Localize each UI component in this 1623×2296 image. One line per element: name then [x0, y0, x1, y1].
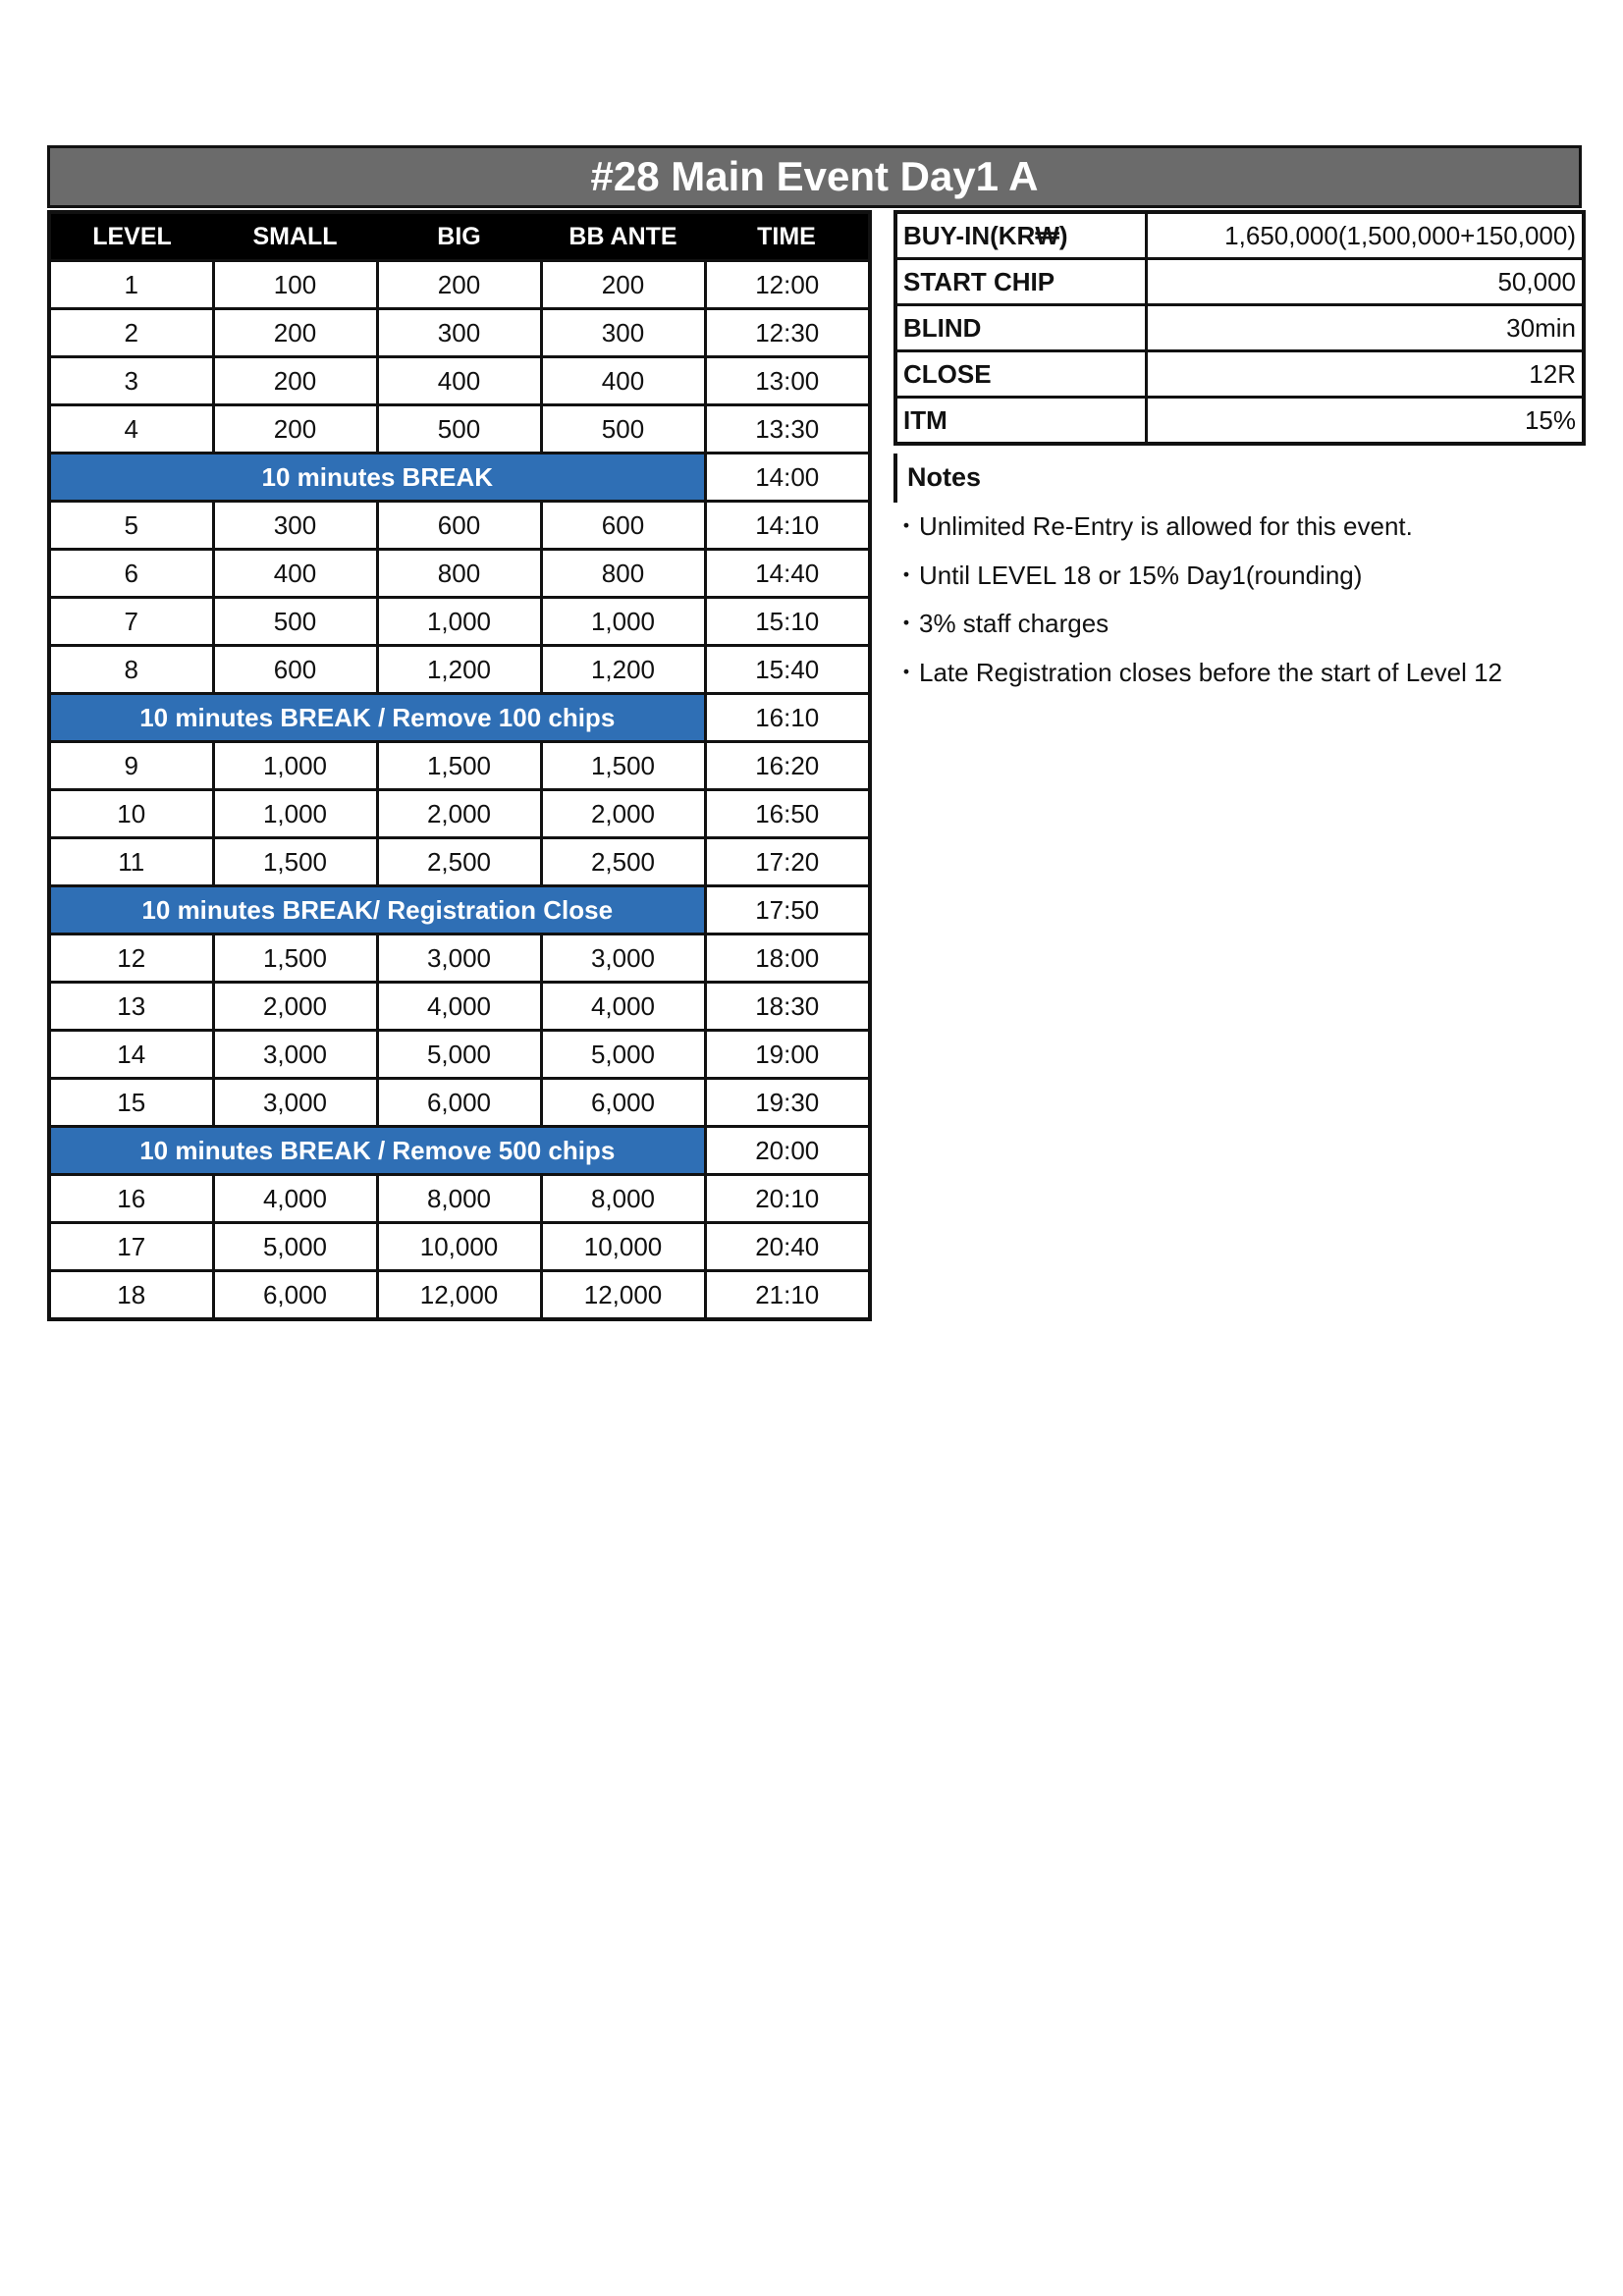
- cell-ante: 12,000: [541, 1271, 705, 1320]
- cell-time: 15:40: [705, 646, 870, 694]
- note-item: ・Unlimited Re-Entry is allowed for this event.: [893, 511, 1413, 541]
- header-small: SMALL: [213, 212, 377, 261]
- cell-level: 11: [49, 838, 213, 886]
- cell-small: 400: [213, 550, 377, 598]
- cell-ante: 1,500: [541, 742, 705, 790]
- cell-big: 4,000: [377, 983, 541, 1031]
- cell-time: 14:10: [705, 502, 870, 550]
- cell-small: 200: [213, 309, 377, 357]
- cell-ante: 6,000: [541, 1079, 705, 1127]
- cell-level: 17: [49, 1223, 213, 1271]
- cell-small: 5,000: [213, 1223, 377, 1271]
- cell-time: 14:00: [705, 454, 870, 502]
- cell-time: 14:40: [705, 550, 870, 598]
- cell-small: 100: [213, 261, 377, 309]
- cell-time: 18:30: [705, 983, 870, 1031]
- cell-time: 16:50: [705, 790, 870, 838]
- cell-small: 3,000: [213, 1031, 377, 1079]
- cell-time: 17:20: [705, 838, 870, 886]
- cell-small: 3,000: [213, 1079, 377, 1127]
- cell-level: 14: [49, 1031, 213, 1079]
- cell-big: 1,200: [377, 646, 541, 694]
- cell-level: 13: [49, 983, 213, 1031]
- cell-big: 1,000: [377, 598, 541, 646]
- cell-small: 1,000: [213, 790, 377, 838]
- cell-level: 5: [49, 502, 213, 550]
- cell-level: 8: [49, 646, 213, 694]
- table-row: [49, 1031, 870, 1079]
- break-row: [49, 454, 870, 502]
- cell-big: 2,500: [377, 838, 541, 886]
- table-row: [49, 357, 870, 405]
- cell-time: 16:10: [705, 694, 870, 742]
- cell-big: 3,000: [377, 934, 541, 983]
- cell-big: 10,000: [377, 1223, 541, 1271]
- cell-ante: 4,000: [541, 983, 705, 1031]
- cell-big: 2,000: [377, 790, 541, 838]
- table-row: [49, 261, 870, 309]
- cell-time: 19:30: [705, 1079, 870, 1127]
- info-row-close: [895, 351, 1584, 398]
- cell-level: 4: [49, 405, 213, 454]
- page-title: #28 Main Event Day1 A: [47, 145, 1582, 208]
- cell-time: 13:00: [705, 357, 870, 405]
- cell-ante: 8,000: [541, 1175, 705, 1223]
- info-row-itm: [895, 398, 1584, 445]
- cell-big: 12,000: [377, 1271, 541, 1320]
- cell-small: 300: [213, 502, 377, 550]
- cell-ante: 5,000: [541, 1031, 705, 1079]
- cell-big: 500: [377, 405, 541, 454]
- cell-time: 17:50: [705, 886, 870, 934]
- cell-level: 10: [49, 790, 213, 838]
- header-big: BIG: [377, 212, 541, 261]
- cell-big: 200: [377, 261, 541, 309]
- header-time: TIME: [705, 212, 870, 261]
- cell-level: 3: [49, 357, 213, 405]
- cell-time: 19:00: [705, 1031, 870, 1079]
- cell-level: 12: [49, 934, 213, 983]
- cell-ante: 3,000: [541, 934, 705, 983]
- cell-ante: 400: [541, 357, 705, 405]
- cell-ante: 1,200: [541, 646, 705, 694]
- cell-level: 16: [49, 1175, 213, 1223]
- info-row-buy-in: [895, 212, 1584, 259]
- header-level: LEVEL: [49, 212, 213, 261]
- cell-small: 500: [213, 598, 377, 646]
- table-row: [49, 405, 870, 454]
- info-key: START CHIP: [895, 259, 1147, 305]
- break-row: [49, 1127, 870, 1175]
- info-row-blind: [895, 305, 1584, 351]
- cell-ante: 800: [541, 550, 705, 598]
- break-label: 10 minutes BREAK: [49, 454, 705, 502]
- event-info-table: [893, 210, 1586, 446]
- cell-big: 600: [377, 502, 541, 550]
- cell-level: 7: [49, 598, 213, 646]
- notes-title: Notes: [907, 462, 982, 492]
- table-row: [49, 742, 870, 790]
- cell-big: 8,000: [377, 1175, 541, 1223]
- cell-level: 18: [49, 1271, 213, 1320]
- cell-level: 15: [49, 1079, 213, 1127]
- info-key: CLOSE: [895, 351, 1147, 398]
- table-row: [49, 309, 870, 357]
- cell-level: 1: [49, 261, 213, 309]
- header-bb-ante: BB ANTE: [541, 212, 705, 261]
- blind-schedule-table: [47, 210, 872, 1321]
- break-label: 10 minutes BREAK / Remove 100 chips: [49, 694, 705, 742]
- cell-time: 13:30: [705, 405, 870, 454]
- info-value: 12R: [1147, 351, 1585, 398]
- table-row: [49, 598, 870, 646]
- cell-ante: 200: [541, 261, 705, 309]
- cell-small: 200: [213, 405, 377, 454]
- break-row: [49, 886, 870, 934]
- break-row: [49, 694, 870, 742]
- note-item: ・3% staff charges: [893, 609, 1109, 639]
- cell-small: 2,000: [213, 983, 377, 1031]
- info-value: 30min: [1147, 305, 1585, 351]
- notes-section: [893, 454, 1586, 503]
- cell-time: 12:30: [705, 309, 870, 357]
- cell-big: 6,000: [377, 1079, 541, 1127]
- cell-small: 1,000: [213, 742, 377, 790]
- cell-time: 18:00: [705, 934, 870, 983]
- cell-level: 9: [49, 742, 213, 790]
- cell-small: 200: [213, 357, 377, 405]
- cell-ante: 500: [541, 405, 705, 454]
- cell-time: 15:10: [705, 598, 870, 646]
- cell-time: 20:00: [705, 1127, 870, 1175]
- table-row: [49, 790, 870, 838]
- info-value: 15%: [1147, 398, 1585, 445]
- table-row: [49, 1175, 870, 1223]
- cell-level: 2: [49, 309, 213, 357]
- cell-ante: 2,500: [541, 838, 705, 886]
- cell-time: 20:10: [705, 1175, 870, 1223]
- cell-big: 400: [377, 357, 541, 405]
- cell-big: 5,000: [377, 1031, 541, 1079]
- info-row-start-chip: [895, 259, 1584, 305]
- table-row: [49, 646, 870, 694]
- cell-ante: 2,000: [541, 790, 705, 838]
- table-row: [49, 1079, 870, 1127]
- table-row: [49, 502, 870, 550]
- cell-small: 4,000: [213, 1175, 377, 1223]
- cell-level: 6: [49, 550, 213, 598]
- schedule-header-row: [49, 212, 870, 261]
- table-row: [49, 983, 870, 1031]
- cell-ante: 300: [541, 309, 705, 357]
- table-row: [49, 934, 870, 983]
- cell-big: 1,500: [377, 742, 541, 790]
- cell-ante: 1,000: [541, 598, 705, 646]
- cell-ante: 600: [541, 502, 705, 550]
- notes-list: [893, 503, 1586, 697]
- info-value: 1,650,000(1,500,000+150,000): [1147, 212, 1585, 259]
- cell-small: 600: [213, 646, 377, 694]
- info-key: ITM: [895, 398, 1147, 445]
- cell-big: 300: [377, 309, 541, 357]
- break-label: 10 minutes BREAK/ Registration Close: [49, 886, 705, 934]
- table-row: [49, 1223, 870, 1271]
- cell-big: 800: [377, 550, 541, 598]
- cell-time: 16:20: [705, 742, 870, 790]
- info-value: 50,000: [1147, 259, 1585, 305]
- note-item: ・Until LEVEL 18 or 15% Day1(rounding): [893, 560, 1363, 590]
- table-row: [49, 838, 870, 886]
- cell-small: 1,500: [213, 838, 377, 886]
- cell-time: 12:00: [705, 261, 870, 309]
- info-key: BUY-IN(KR₩): [895, 212, 1147, 259]
- note-item: ・Late Registration closes before the start of Level 12: [893, 657, 1503, 687]
- cell-time: 21:10: [705, 1271, 870, 1320]
- info-key: BLIND: [895, 305, 1147, 351]
- cell-small: 1,500: [213, 934, 377, 983]
- cell-time: 20:40: [705, 1223, 870, 1271]
- cell-ante: 10,000: [541, 1223, 705, 1271]
- cell-small: 6,000: [213, 1271, 377, 1320]
- break-label: 10 minutes BREAK / Remove 500 chips: [49, 1127, 705, 1175]
- table-row: [49, 550, 870, 598]
- table-row: [49, 1271, 870, 1320]
